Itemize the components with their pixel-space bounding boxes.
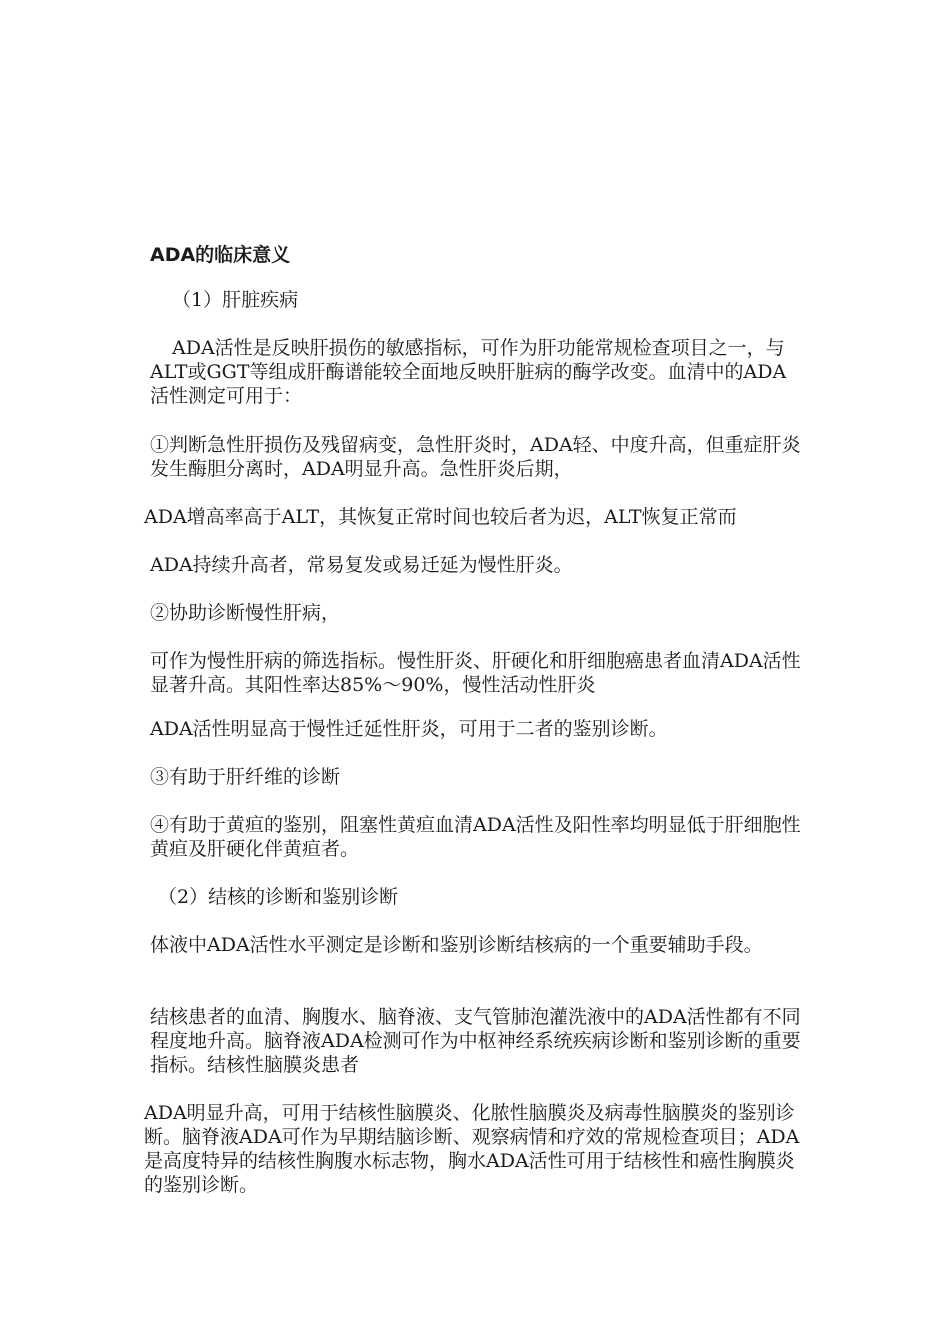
paragraph-differential-diagnosis: ADA活性明显高于慢性迁延性肝炎，可用于二者的鉴别诊断。 (150, 718, 668, 740)
document-title: ADA的临床意义 (150, 244, 291, 266)
paragraph-ada-chronic-risk: ADA持续升高者，常易复发或易迁延为慢性肝炎。 (150, 554, 573, 576)
paragraph-body-fluid-ada: 体液中ADA活性水平测定是诊断和鉴别诊断结核病的一个重要辅助手段。 (150, 934, 763, 956)
paragraph-screening-indicator: 可作为慢性肝病的筛选指标。慢性肝炎、肝硬化和肝细胞癌患者血清ADA活性显著升高。其阳性率达85%～90%，慢性活动性肝炎 (150, 650, 801, 696)
paragraph-chronic-liver-diagnosis: ②协助诊断慢性肝病， (150, 602, 341, 624)
section-heading-tuberculosis: （2）结核的诊断和鉴别诊断 (158, 886, 399, 908)
section-heading-liver: （1）肝脏疾病 (172, 289, 299, 311)
paragraph-ada-vs-alt: ADA增高率高于ALT，其恢复正常时间也较后者为迟，ALT恢复正常而 (144, 506, 737, 528)
paragraph-tb-meningitis: ADA明显升高，可用于结核性脑膜炎、化脓性脑膜炎及病毒性脑膜炎的鉴别诊断。脑脊液ADA可作为早期结脑诊断、观察病情和疗效的常规检查项目；ADA是高度特异的结核性胸腹水标志物，胸水ADA活性可用于结核性和癌性胸膜炎的鉴别诊断。 (144, 1102, 800, 1196)
paragraph-tb-patients: 结核患者的血清、胸腹水、脑脊液、支气管肺泡灌洗液中的ADA活性都有不同程度地升高。脑脊液ADA检测可作为中枢神经系统疾病诊断和鉴别诊断的重要指标。结核性脑膜炎患者 (150, 1006, 801, 1076)
paragraph-ada-liver-indicator: ADA活性是反映肝损伤的敏感指标，可作为肝功能常规检查项目之一，与ALT或GGT等组成肝酶谱能较全面地反映肝脏病的酶学改变。血清中的ADA活性测定可用于： (150, 337, 787, 407)
paragraph-jaundice: ④有助于黄疸的鉴别，阻塞性黄疸血清ADA活性及阳性率均明显低于肝细胞性黄疸及肝硬化伴黄疸者。 (150, 814, 801, 860)
paragraph-liver-fibrosis: ③有助于肝纤维的诊断 (150, 766, 341, 788)
paragraph-acute-liver-injury: ①判断急性肝损伤及残留病变，急性肝炎时，ADA轻、中度升高，但重症肝炎发生酶胆分离时，ADA明显升高。急性肝炎后期， (150, 434, 801, 480)
